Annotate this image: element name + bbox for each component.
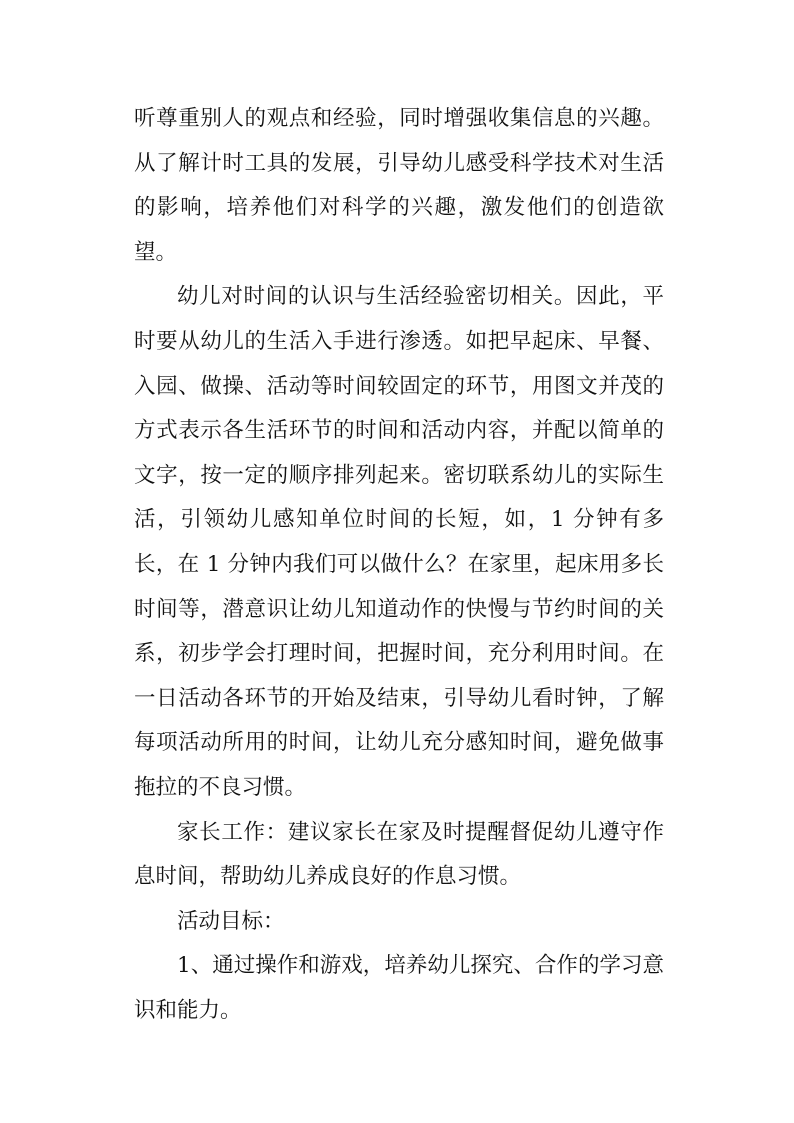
document-body <box>134 97 664 1033</box>
paragraph-time-awareness: 幼儿对时间的认识与生活经验密切相关。因此，平时要从幼儿的生活入手进行渗透。如把早起床、早餐、入园、做操、活动等时间较固定的环节，用图文并茂的方式表示各生活环节的时间和活动内容，并配以简单的文字，按一定的顺序排列起来。密切联系幼儿的实际生活，引领幼儿感知单位时间的长短，如，1 分钟有多长，在 1 分钟内我们可以做什么？在家里，起床用多长时间等，潜意识让幼儿知道动作的快慢与节约时间的关系，初步学会打理时间，把握时间，充分利用时间。在一日活动各环节的开始及结束，引导幼儿看时钟，了解每项活动所用的时间，让幼儿充分感知时间，避免做事拖拉的不良习惯。 <box>134 284 664 800</box>
goals-heading: 活动目标： <box>177 908 285 934</box>
paragraph-parent-work: 家长工作：建议家长在家及时提醒督促幼儿遵守作息时间，帮助幼儿养成良好的作息习惯。 <box>134 819 664 890</box>
paragraph-continuation: 听尊重别人的观点和经验，同时增强收集信息的兴趣。从了解计时工具的发展，引导幼儿感受科学技术对生活的影响，培养他们对科学的兴趣，激发他们的创造欲望。 <box>134 106 664 265</box>
paragraph-goal-1: 1、通过操作和游戏，培养幼儿探究、合作的学习意识和能力。 <box>134 953 664 1023</box>
